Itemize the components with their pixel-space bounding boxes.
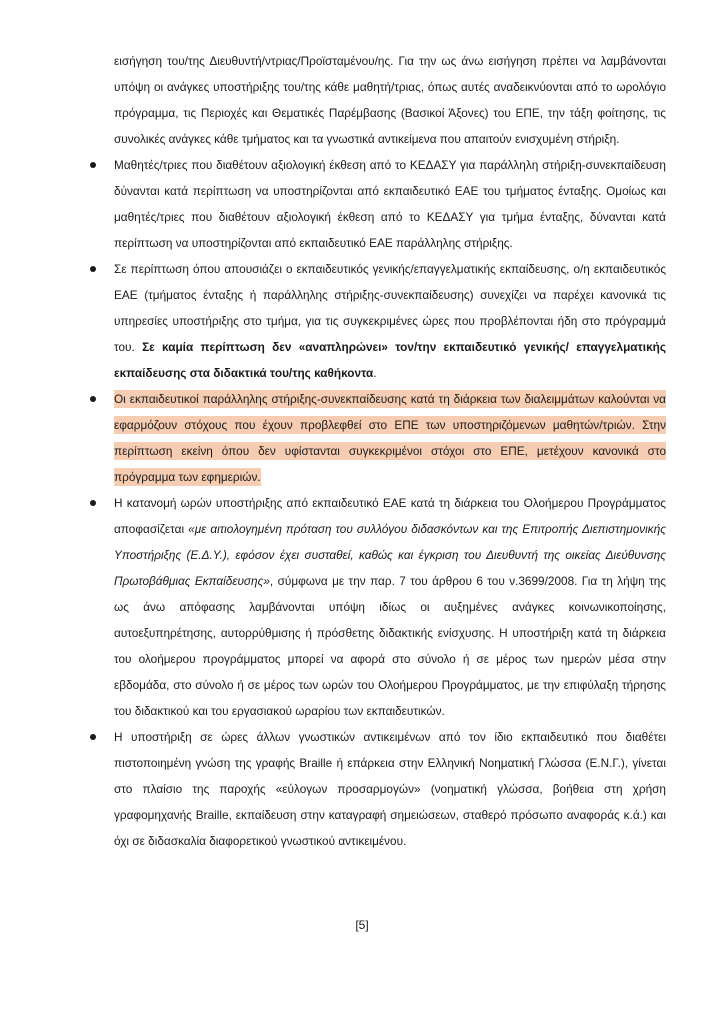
bullet-text — [114, 490, 666, 724]
bullet-item-all-day — [114, 490, 666, 724]
bullet-text-tail: , σύμφωνα με την παρ. 7 του άρθρου 6 του ν.3699/2008. Για τη λήψη της ως άνω απόφασης λαμβάνονται υπόψη ιδίως οι αυξημένες ανάγκες κοινωνικοποίησης, αυτοεξυπηρέτησης, αυτορρύθμισης ή πρόσθετης διδακτικής ενίσχυσης. Η υποστήριξη κατά τη διάρκεια του ολοήμερου προγράμματος μπορεί να αφορά στο σύνολο ή σε μέρος των ημερών μέσα στην εβδομάδα, στο σύνολο ή σε μέρος των ωρών του Ολοήμερου Προγράμματος, με την επιφύλαξη τήρησης του διδακτικού και του εργασιακού ωραρίου των εκπαιδευτικών. — [114, 574, 666, 718]
bullet-text-plain: Σε περίπτωση όπου απουσιάζει ο εκπαιδευτικός γενικής/επαγγελματικής εκπαίδευσης, ο/η εκπαιδευτικός ΕΑΕ (τμήματος ένταξης ή παράλληλης στήριξης-συνεκπαίδευσης) συνεχίζει να παρέχει κανονικά τις υπηρεσίες υποστήριξης στο τμήμα, για τις συγκεκριμένες ώρες που προβλέπονται ήδη στο πρόγραμμά του. — [114, 262, 666, 354]
bullet-dot-icon — [90, 162, 96, 168]
bullet-text-tail: . — [373, 366, 377, 380]
bullet-dot-icon — [90, 500, 96, 506]
bullet-item-absence — [114, 256, 666, 386]
bullet-item-braille — [114, 724, 666, 854]
bullet-text: Μαθητές/τριες που διαθέτουν αξιολογική έκθεση από το ΚΕΔΑΣΥ για παράλληλη στήριξη-συνεκπαίδευση δύνανται κατά περίπτωση να υποστηρίζονται από εκπαιδευτικό ΕΑΕ του τμήματος ένταξης. Ομοίως και μαθητές/τριες που διαθέτουν αξιολογική έκθεση από το ΚΕΔΑΣΥ για τμήμα ένταξης, δύνανται κατά περίπτωση να υποστηρίζονται από εκπαιδευτικό ΕΑΕ παράλληλης στήριξης. — [114, 158, 666, 250]
bullet-text-italic: «με αιτιολογημένη πρόταση του συλλόγου διδασκόντων και της Επιτροπής Διεπιστημονικής Υποστήριξης (Ε.Δ.Υ.), εφόσον έχει συσταθεί, καθώς και έγκριση του Διευθυντή της οικείας Διεύθυνσης Πρωτοβάθμιας Εκπαίδευσης» — [114, 522, 666, 588]
bullet-dot-icon — [90, 734, 96, 740]
bullet-item-kedasy — [114, 152, 666, 256]
bullet-text: Η υποστήριξη σε ώρες άλλων γνωστικών αντικειμένων από τον ίδιο εκπαιδευτικό που διαθέτει πιστοποιημένη γνώση της γραφής Braille ή επάρκεια στην Ελληνική Νοηματική Γλώσσα (Ε.Ν.Γ.), γίνεται στο πλαίσιο της παροχής «εύλογων προσαρμογών» (νοηματική γλώσσα, βοήθεια στη χρήση γραφομηχανής Braille, εκπαίδευση στην καταγραφή σημειώσεων, σταθερό πρόσωπο αναφοράς κ.ά.) και όχι σε διδασκαλία διαφορετικού γνωστικού αντικειμένου. — [114, 730, 666, 848]
bullet-dot-icon — [90, 266, 96, 272]
bullet-text — [114, 256, 666, 386]
bullet-dot-icon — [90, 396, 96, 402]
bullet-text — [114, 386, 666, 490]
intro-paragraph: εισήγηση του/της Διευθυντή/ντριας/Προϊσταμένου/ης. Για την ως άνω εισήγηση πρέπει να λαμβάνονται υπόψη οι ανάγκες υποστήριξης του/της κάθε μαθητή/τριας, όπως αυτές αναδεικνύονται από το ωρολόγιο πρόγραμμα, τις Περιοχές και Θεματικές Παρέμβασης (Βασικοί Άξονες) του ΕΠΕ, την τάξη φοίτησης, τις συνολικές ανάγκες κάθε τμήματος και τα γνωστικά αντικείμενα που απαιτούν ενισχυμένη στήριξη. — [114, 54, 666, 146]
page-number: [5] — [355, 918, 369, 932]
highlighted-text: Οι εκπαιδευτικοί παράλληλης στήριξης-συνεκπαίδευσης κατά τη διάρκεια των διαλειμμάτων καλούνται να εφαρμόζουν στόχους που έχουν προβλεφθεί στο ΕΠΕ των υποστηριζόμενων μαθητών/τριών. Στην περίπτωση εκείνη όπου δεν υφίστανται συγκεκριμένοι στόχοι στο ΕΠΕ, μετέχουν κανονικά στο πρόγραμμα των εφημεριών. — [114, 392, 666, 484]
bullet-text-bold: Σε καμία περίπτωση δεν «αναπληρώνει» τον/την εκπαιδευτικό γενικής/ επαγγελματικής εκπαίδευσης στα διδακτικά του/της καθήκοντα — [114, 340, 666, 380]
page-body — [114, 48, 666, 854]
bullet-text-lead: Η κατανομή ωρών υποστήριξης από εκπαιδευτικό ΕΑΕ κατά τη διάρκεια του Ολοήμερου Προγράμματος αποφασίζεται — [114, 496, 666, 536]
bullet-item-breaks — [114, 386, 666, 490]
